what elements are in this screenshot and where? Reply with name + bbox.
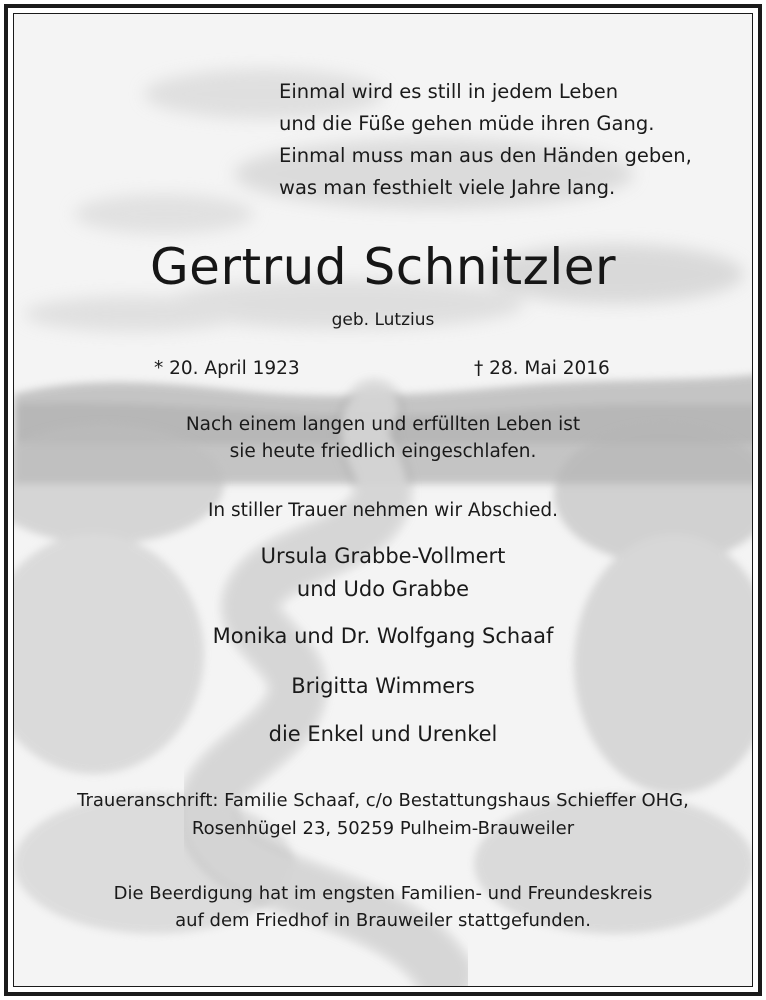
mourner-line: die Enkel und Urenkel bbox=[268, 722, 498, 746]
mourner-line: Brigitta Wimmers bbox=[291, 674, 475, 698]
obituary-panel bbox=[13, 13, 753, 987]
deceased-name: Gertrud Schnitzler bbox=[149, 238, 617, 296]
poem-line: Einmal wird es still in jedem Leben bbox=[279, 80, 619, 103]
farewell-line: In stiller Trauer nehmen wir Abschied. bbox=[207, 500, 559, 521]
obituary-frame bbox=[4, 4, 762, 996]
poem-line: was man festhielt viele Jahre lang. bbox=[279, 176, 616, 199]
birth-date: * 20. April 1923 bbox=[154, 358, 300, 379]
maiden-name: geb. Lutzius bbox=[331, 310, 435, 330]
poem-line: Einmal muss man aus den Händen geben, bbox=[279, 144, 692, 167]
address-line: Rosenhügel 23, 50259 Pulheim-Brauweiler bbox=[191, 818, 575, 839]
mourner-line: Ursula Grabbe-Vollmert bbox=[260, 544, 506, 568]
poem bbox=[279, 76, 692, 204]
mourner-line: Monika und Dr. Wolfgang Schaaf bbox=[212, 624, 554, 648]
death-date: † 28. Mai 2016 bbox=[474, 358, 610, 379]
message-line: sie heute friedlich eingeschlafen. bbox=[229, 441, 537, 462]
mourner-line: und Udo Grabbe bbox=[296, 577, 470, 601]
address-line: Traueranschrift: Familie Schaaf, c/o Bestattungshaus Schieffer OHG, bbox=[77, 790, 689, 811]
message-line: Nach einem langen und erfüllten Leben ist bbox=[185, 414, 581, 435]
poem-line: und die Füße gehen müde ihren Gang. bbox=[279, 112, 655, 135]
funeral-line: Die Beerdigung hat im engsten Familien- und Freundeskreis bbox=[113, 883, 653, 904]
funeral-line: auf dem Friedhof in Brauweiler stattgefunden. bbox=[175, 910, 591, 931]
